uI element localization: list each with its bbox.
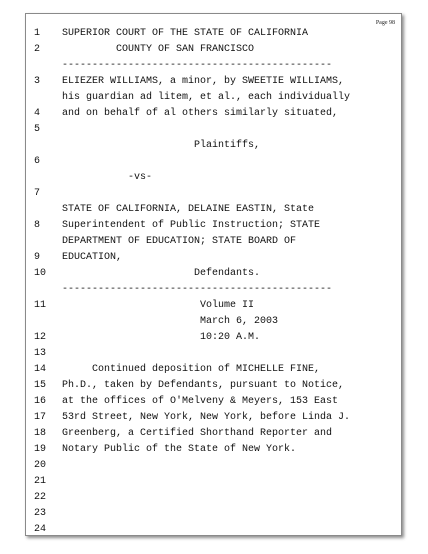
transcript-line (26, 58, 403, 74)
line-number: 9 (34, 252, 41, 263)
line-number: 10 (34, 268, 47, 279)
line-text: STATE OF CALIFORNIA, DELAINE EASTIN, State (62, 204, 315, 215)
line-number: 24 (34, 524, 47, 535)
transcript-line (26, 394, 403, 410)
line-text: Notary Public of the State of New York. (62, 444, 297, 455)
line-number: 12 (34, 332, 47, 343)
page-number-label: Page 98 (375, 20, 395, 26)
line-number: 16 (34, 396, 47, 407)
line-text: ELIEZER WILLIAMS, a minor, by SWEETIE WILLIAMS, (62, 76, 345, 87)
transcript-line (26, 330, 403, 346)
line-number: 19 (34, 444, 47, 455)
line-number: 23 (34, 508, 47, 519)
line-number: 11 (34, 300, 47, 311)
transcript-line (26, 506, 403, 522)
transcript-line (26, 218, 403, 234)
transcript-line (26, 346, 403, 362)
line-number: 3 (34, 76, 41, 87)
transcript-line (26, 442, 403, 458)
line-number: 13 (34, 348, 47, 359)
line-text: Superintendent of Public Instruction; STATE (62, 220, 321, 231)
line-number: 15 (34, 380, 47, 391)
line-number: 21 (34, 476, 47, 487)
transcript-line (26, 362, 403, 378)
line-text: DEPARTMENT OF EDUCATION; STATE BOARD OF (62, 236, 297, 247)
transcript-line (26, 26, 403, 42)
transcript-line (26, 314, 403, 330)
transcript-line (26, 186, 403, 202)
transcript-line (26, 170, 403, 186)
line-text: 53rd Street, New York, New York, before Linda J. (62, 412, 351, 423)
line-text: Greenberg, a Certified Shorthand Reporter and (62, 428, 333, 439)
transcript-line (26, 298, 403, 314)
transcript-line (26, 474, 403, 490)
line-number: 17 (34, 412, 47, 423)
line-text: Defendants. (62, 268, 261, 279)
line-number: 6 (34, 156, 41, 167)
transcript-line (26, 250, 403, 266)
transcript-line (26, 426, 403, 442)
line-text: at the offices of O'Melveny & Meyers, 153 East (62, 396, 339, 407)
line-text: 10:20 A.M. (62, 332, 261, 343)
line-text: his guardian ad litem, et al., each individually (62, 92, 351, 103)
transcript-line (26, 410, 403, 426)
transcript-line (26, 490, 403, 506)
line-text: March 6, 2003 (62, 316, 279, 327)
transcript-line (26, 234, 403, 250)
line-number: 22 (34, 492, 47, 503)
line-text: Ph.D., taken by Defendants, pursuant to Notice, (62, 380, 345, 391)
line-text: and on behalf of al others similarly situated, (62, 108, 339, 119)
transcript-page (25, 13, 402, 536)
line-text: --------------------------------------------- (62, 60, 333, 71)
transcript-line (26, 266, 403, 282)
transcript-line (26, 74, 403, 90)
line-number: 18 (34, 428, 47, 439)
transcript-line (26, 458, 403, 474)
transcript-line (26, 106, 403, 122)
transcript-line (26, 202, 403, 218)
line-number: 5 (34, 124, 41, 135)
transcript-line (26, 122, 403, 138)
transcript-line (26, 42, 403, 58)
line-text: Volume II (62, 300, 255, 311)
transcript-line (26, 282, 403, 298)
line-text: SUPERIOR COURT OF THE STATE OF CALIFORNIA (62, 28, 309, 39)
line-text: Continued deposition of MICHELLE FINE, (62, 364, 321, 375)
line-text: EDUCATION, (62, 252, 123, 263)
transcript-line (26, 522, 403, 538)
line-number: 1 (34, 28, 41, 39)
transcript-line (26, 90, 403, 106)
line-number: 4 (34, 108, 41, 119)
line-text: -vs- (62, 172, 153, 183)
transcript-line (26, 154, 403, 170)
line-number: 20 (34, 460, 47, 471)
line-text: COUNTY OF SAN FRANCISCO (62, 44, 255, 55)
transcript-line (26, 378, 403, 394)
line-number: 2 (34, 44, 41, 55)
line-text: --------------------------------------------- (62, 284, 333, 295)
line-text: Plaintiffs, (62, 140, 261, 151)
line-number: 14 (34, 364, 47, 375)
line-number: 8 (34, 220, 41, 231)
transcript-line (26, 138, 403, 154)
line-number: 7 (34, 188, 41, 199)
